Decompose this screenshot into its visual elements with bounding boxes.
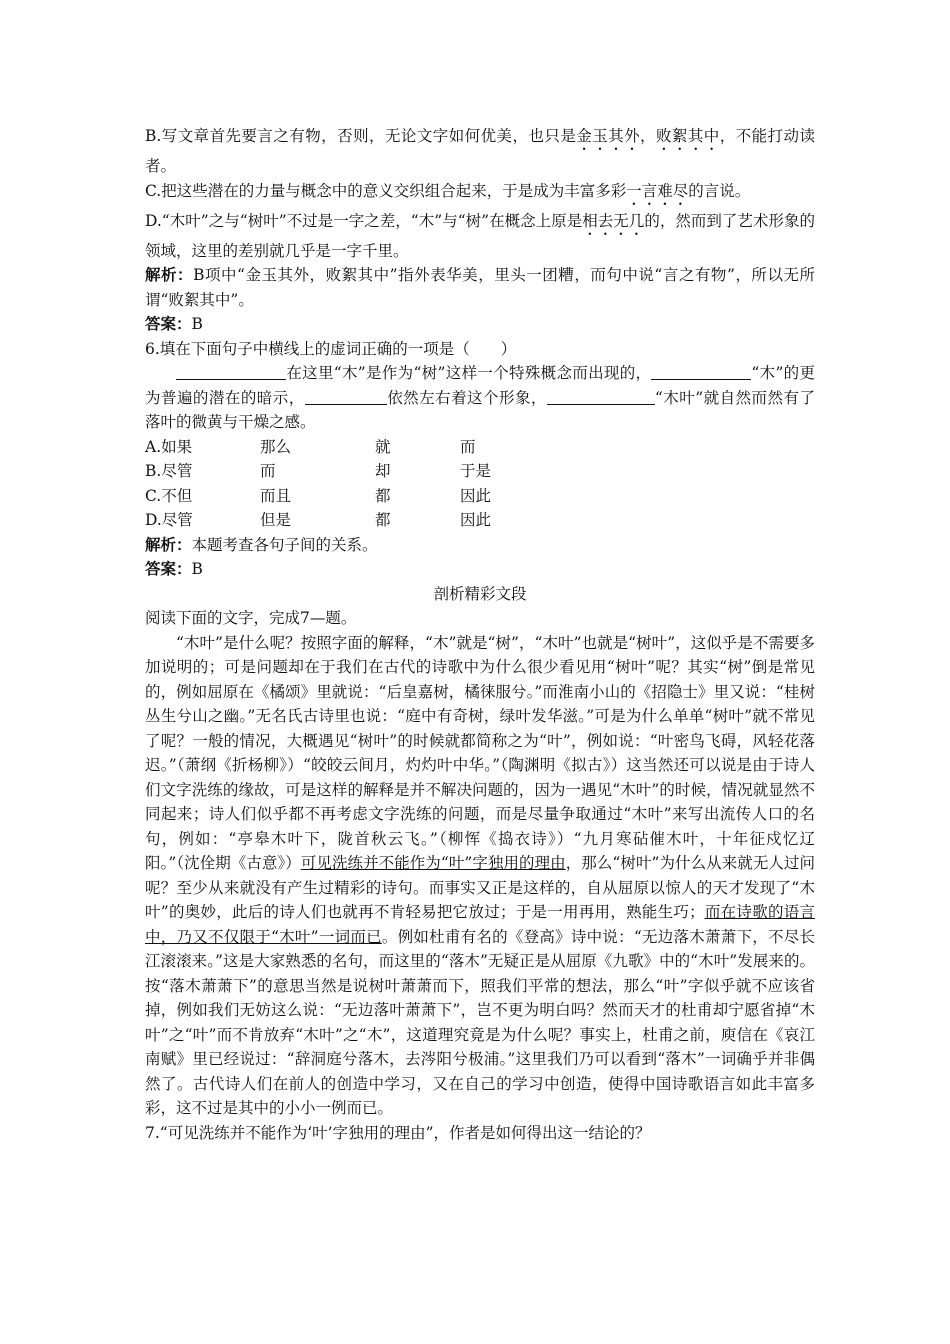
fill-blank-2[interactable] <box>651 363 751 380</box>
choice-a-3: 就 <box>375 437 391 456</box>
fill-blank-3[interactable] <box>305 388 387 405</box>
option-c-text: C.把这些潜在的力量与概念中的意义交织组合起来，于是成为丰富多彩 <box>145 181 627 200</box>
sentence-part-1: 在这里“木”是作为“树”这样一个特殊概念而出现的， <box>286 364 652 382</box>
option-d <box>145 209 815 264</box>
sentence-part-2: “木”的更为普遍的潜在的暗示， <box>145 364 815 407</box>
choice-d-3: 都 <box>375 511 391 529</box>
passage-text-1: “木叶”是什么呢？按照字面的解释，“木”就是“树”，“木叶”也就是“树叶”，这似乎是不需要多加说明的；可是问题却在于我们在古代的诗歌中为什么很少看见用“树叶”呢？其实“树”倒是常见的，例如屈原在《橘颂》里就说：“后皇嘉树，橘徕服兮。”而淮南小山的《招隐士》里又说：“桂树丛生兮山之幽。”无名氏古诗里也说：“庭中有奇树，绿叶发华滋。”可是为什么单单“树叶”就不常见了呢？一般的情况，大概遇见“树叶”的时候就都简称之为“叶”，例如说：“叶密鸟飞碍，风轻花落迟。”（萧纲《折杨柳》）“皎皎云间月，灼灼叶中华。”（陶渊明《拟古》）这当然还可以说是由于诗人们文字洗练的缘故，可是这样的解释是并不解决问题的，因为一遇见“木叶”的时候，情况就显然不同起来；诗人们似乎都不再考虑文字洗练的问题，而是尽量争取通过“木叶”来写出流传人口的名句，例如：“亭皋木叶下，陇首秋云飞。”（柳恽《捣衣诗》）“九月寒砧催木叶，十年征戍忆辽阳。”（沈佺期《古意》） <box>145 633 815 872</box>
q6-stem: 6.填在下面句子中横线上的虚词正确的一项是（ ） <box>145 339 517 358</box>
choice-c-3: 都 <box>375 486 391 505</box>
q5-analysis <box>145 263 815 312</box>
q6-analysis <box>145 533 815 558</box>
analysis-text: B项中“金玉其外，败絮其中”指外表华美，里头一团糟，而句中说“言之有物”，所以无所谓“败絮其中”。 <box>145 266 815 309</box>
option-b <box>145 124 815 179</box>
option-c <box>145 179 815 209</box>
choice-b-1: B.尽管 <box>145 462 193 480</box>
choice-a-2: 那么 <box>260 437 292 456</box>
answer-text: B <box>191 315 203 333</box>
section-title: 剖析精彩文段 <box>433 584 527 603</box>
analysis-label: 解析： <box>145 534 192 554</box>
passage-underline-1: 可见洗练并不能作为“叶”字独用的理由 <box>300 854 566 872</box>
answer-text: B <box>191 560 203 578</box>
reading-passage <box>145 631 815 1121</box>
option-c-tail: 的言说。 <box>688 181 751 200</box>
q6-choices <box>145 435 815 533</box>
section-instruction: 阅读下面的文字，完成7—题。 <box>145 609 357 627</box>
answer-label: 答案： <box>145 314 192 333</box>
choice-b-4: 于是 <box>460 462 492 480</box>
passage-underline-2: 而在诗歌的语言中，乃又不仅限于“木叶”一词而已 <box>145 903 815 946</box>
choice-b-3: 却 <box>375 462 391 480</box>
q6-sentence <box>145 361 815 435</box>
choice-d-4: 因此 <box>460 511 492 529</box>
choice-c-2: 而且 <box>260 486 292 505</box>
option-d-text: D.“木叶”之与“树叶”不过是一字之差，“木”与“树”在概念上原是 <box>145 211 583 230</box>
document-body <box>145 124 815 1145</box>
fill-blank-4[interactable] <box>547 388 655 405</box>
q6-answer <box>145 557 815 582</box>
option-b-idiom: 金玉其外，败絮其中 <box>576 127 720 145</box>
analysis-label: 解析： <box>145 265 194 284</box>
choice-b-2: 而 <box>260 462 276 480</box>
choice-a-1: A.如果 <box>145 437 193 456</box>
option-d-idiom: 相去无几 <box>582 211 645 230</box>
choice-a-4: 而 <box>460 437 476 456</box>
option-b-tail: ，不能打动读者。 <box>145 127 815 175</box>
choice-c-1: C.不但 <box>145 486 193 505</box>
option-d-tail: 的，然而到了艺术形象的领域，这里的差别就几乎是一字千里。 <box>145 211 815 260</box>
choice-c-4: 因此 <box>460 486 492 505</box>
answer-label: 答案： <box>145 559 192 578</box>
choice-d-2: 但是 <box>260 511 292 529</box>
q5-answer <box>145 312 815 337</box>
sentence-part-3: 依然左右着这个形象， <box>386 388 547 407</box>
question-7: 7.“可见洗练并不能作为‘叶’字独用的理由”，作者是如何得出这一结论的？ <box>145 1123 651 1142</box>
option-b-text: B.写文章首先要言之有物，否则，无论文字如何优美，也只是 <box>145 127 577 145</box>
option-c-idiom: 一言难尽 <box>626 181 689 200</box>
passage-text-3: 。例如杜甫有名的《登高》诗中说：“无边落木萧萧下，不尽长江滚滚来。”这是大家熟悉的名句，而这里的“落木”无疑正是从屈原《九歌》中的“木叶”发展来的。按“落木萧萧下”的意思当然是说树叶萧萧而下，照我们平常的想法，那么“叶”字似乎就不应该省掉，例如我们无妨这么说：“无边落叶萧萧下”，岂不更为明白吗？然而天才的杜甫却宁愿省掉“木叶”之“叶”而不肯放弃“木叶”之“木”，这道理究竟是为什么呢？事实上，杜甫之前，庾信在《哀江南赋》里已经说过：“辞洞庭兮落木，去涔阳兮极浦。”这里我们乃可以看到“落木”一词确乎并非偶然了。古代诗人们在前人的创造中学习，又在自己的学习中创造，使得中国诗歌语言如此丰富多彩，这不过是其中的小小一例而已。 <box>145 927 815 1117</box>
passage-text-2: ，那么“树叶”为什么从来就无人过问呢？至少从来就没有产生过精彩的诗句。而事实又正是这样的，自从屈原以惊人的天才发现了“木叶”的奥妙，此后的诗人们也就再不肯轻易把它放过；于是一用再用，熟能生巧； <box>145 854 815 921</box>
fill-blank-1[interactable] <box>176 363 286 380</box>
analysis-text: 本题考查各句子间的关系。 <box>191 535 378 554</box>
choice-d-1: D.尽管 <box>145 511 193 529</box>
sentence-part-4: “木叶”就自然而然有了落叶的微黄与干燥之感。 <box>145 388 815 431</box>
